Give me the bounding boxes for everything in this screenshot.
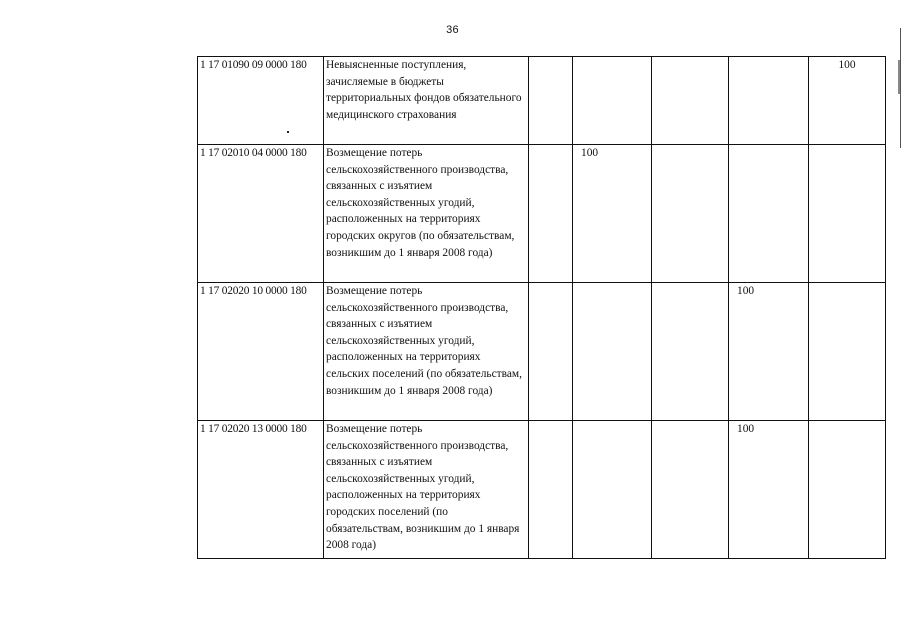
revenue-description: Возмещение потерь сельскохозяйственного производства, связанных с изъятием сельскохозяйственных угодий, расположенных на территориях сельских поселений (по обязательствам, возникшим до 1 января 2008 года) [324, 283, 529, 421]
table-row [198, 283, 886, 421]
value-cell [573, 421, 652, 559]
revenue-code: 1 17 02020 13 0000 180 [198, 421, 324, 559]
value-cell: 100 [573, 145, 652, 283]
page-number: 36 [446, 24, 459, 36]
revenue-code: 1 17 01090 09 0000 180 [198, 57, 324, 145]
value-cell [529, 283, 573, 421]
table-row [198, 145, 886, 283]
value-cell [573, 57, 652, 145]
value-cell [529, 145, 573, 283]
value-cell [729, 145, 809, 283]
revenue-description: Возмещение потерь сельскохозяйственного производства, связанных с изъятием сельскохозяйственных угодий, расположенных на территориях городских округов (по обязательствам, возникшим до 1 января 2008 года) [324, 145, 529, 283]
value-cell [809, 145, 886, 283]
value-cell [529, 57, 573, 145]
value-cell [652, 57, 729, 145]
revenue-code: 1 17 02010 04 0000 180 [198, 145, 324, 283]
value-cell: 100 [809, 57, 886, 145]
value-cell [729, 57, 809, 145]
revenue-code: 1 17 02020 10 0000 180 [198, 283, 324, 421]
table-row [198, 421, 886, 559]
value-cell: 100 [729, 421, 809, 559]
budget-revenue-table [197, 56, 886, 559]
scan-edge-line [900, 28, 901, 148]
revenue-description: Невыясненные поступления, зачисляемые в бюджеты территориальных фондов обязательного медицинского страхования [324, 57, 529, 145]
value-cell [809, 421, 886, 559]
value-cell [652, 145, 729, 283]
revenue-description: Возмещение потерь сельскохозяйственного производства, связанных с изъятием сельскохозяйственных угодий, расположенных на территориях городских поселений (по обязательствам, возникшим до 1 января 2008 года) [324, 421, 529, 559]
table-row [198, 57, 886, 145]
value-cell [652, 283, 729, 421]
value-cell [573, 283, 652, 421]
value-cell [809, 283, 886, 421]
value-cell: 100 [729, 283, 809, 421]
value-cell [529, 421, 573, 559]
value-cell [652, 421, 729, 559]
scan-edge-mark [898, 60, 900, 94]
